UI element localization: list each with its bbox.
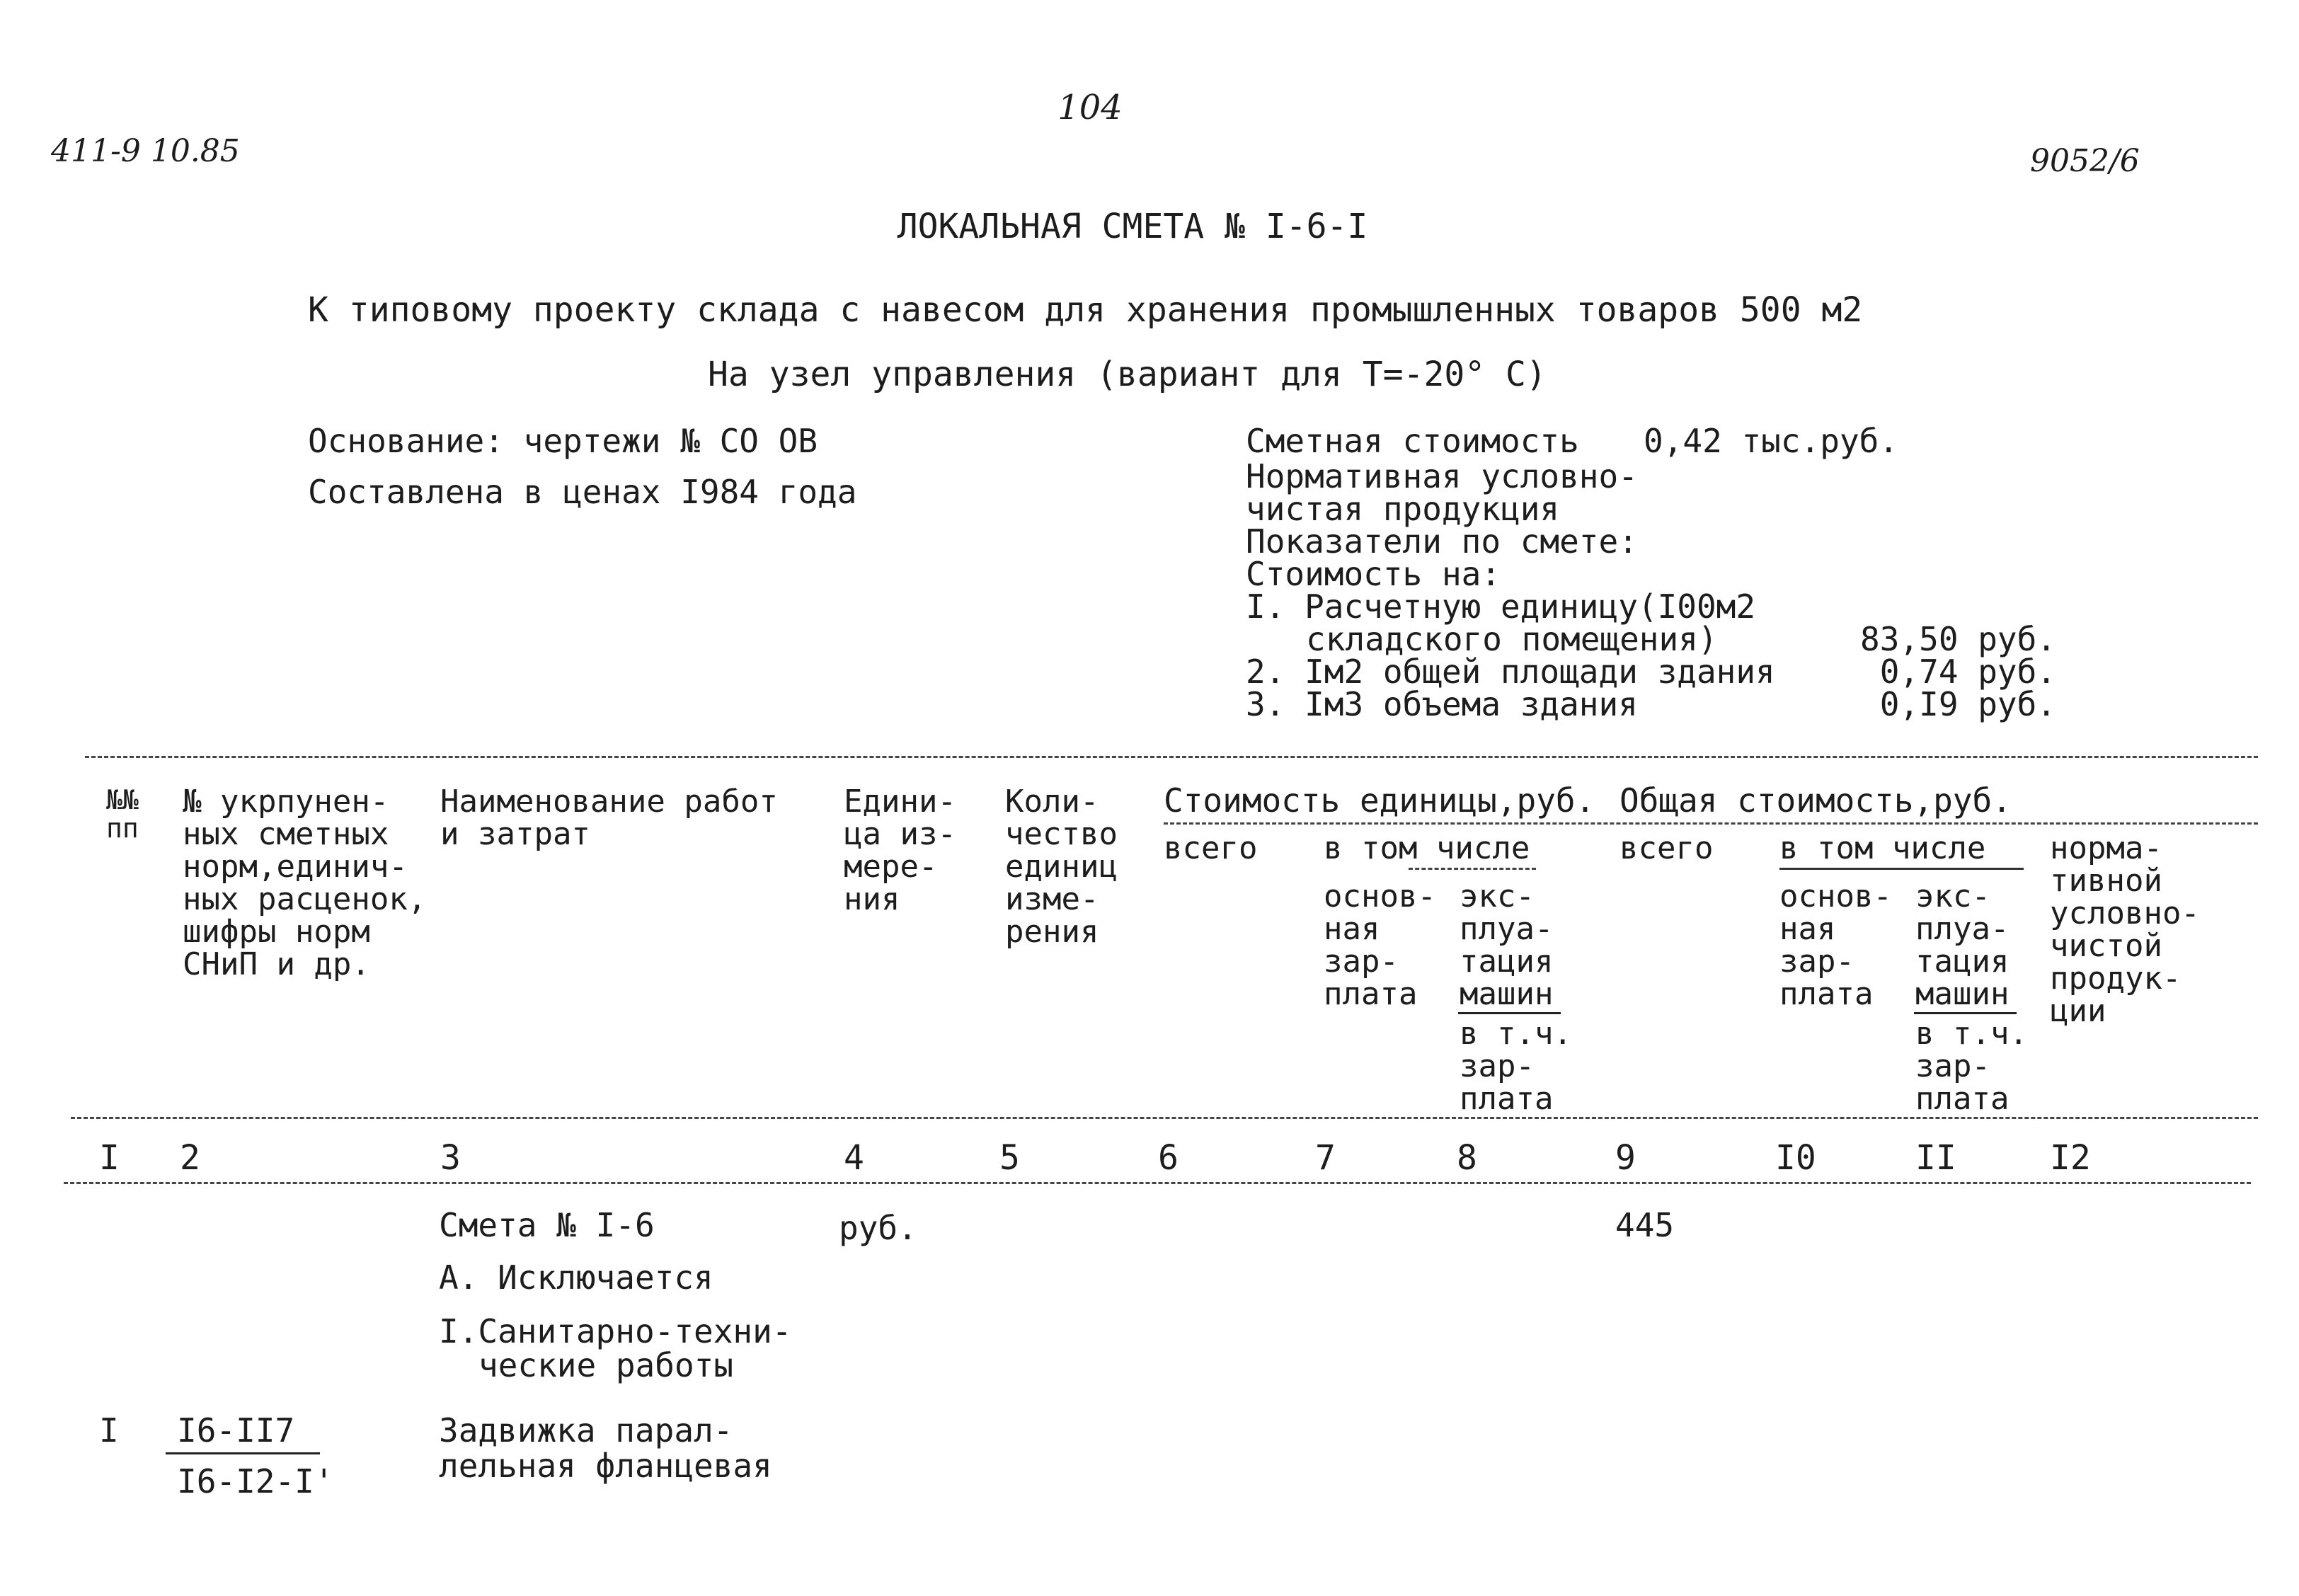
indicator-2-value: 0,74 руб. xyxy=(1879,653,2056,691)
column-number-3: 3 xyxy=(440,1138,461,1178)
header-unit-including-rule xyxy=(1409,868,1536,870)
basis-line: Основание: чертежи № СО ОВ xyxy=(308,422,818,460)
indicator-1-value: 83,50 руб. xyxy=(1860,620,2056,658)
header-work-name: Наименование работ и затрат xyxy=(440,783,778,852)
item-name-2: лельная фланцевая xyxy=(439,1447,772,1485)
section-sanitary: I.Санитарно-техни- xyxy=(439,1312,792,1350)
indicator-2-label: 2. Iм2 общей площади здания xyxy=(1246,653,1775,691)
header-unit-cost-group: Стоимость единицы,руб. xyxy=(1164,781,1595,820)
header-total-cost-group: Общая стоимость,руб. xyxy=(1619,781,2012,820)
item-row-number: I xyxy=(99,1411,119,1449)
header-group-rule xyxy=(1164,822,2258,825)
header-grand-including-rule xyxy=(1779,868,2024,870)
estimated-cost-label: Сметная стоимость xyxy=(1246,422,1579,460)
column-number-6: 6 xyxy=(1158,1138,1179,1178)
price-base-line: Составлена в ценах I984 года xyxy=(308,473,857,511)
header-unit-machines-wage: в т.ч. зар- плата xyxy=(1460,1016,1572,1117)
column-number-12: I2 xyxy=(2050,1138,2091,1178)
header-grand-machines-rule xyxy=(1914,1012,2017,1014)
header-grand-base-wage: основ- ная зар- плата xyxy=(1779,878,1892,1012)
column-number-11: II xyxy=(1915,1138,1956,1178)
indicators-label: Показатели по смете: xyxy=(1246,522,1638,561)
normative-product-label: Нормативная условно- xyxy=(1246,457,1638,495)
smeta-unit: руб. xyxy=(839,1209,917,1247)
header-grand-including: в том числе xyxy=(1779,830,1986,866)
column-numbers-rule xyxy=(64,1182,2251,1184)
header-grand-machines: экс- плуа- тация машин xyxy=(1915,878,2010,1012)
column-number-7: 7 xyxy=(1315,1138,1336,1178)
item-norm-code-fraction-line xyxy=(166,1452,320,1454)
header-unit-base-wage: основ- ная зар- плата xyxy=(1324,878,1436,1012)
smeta-name: Смета № I-6 xyxy=(439,1206,655,1244)
column-number-10: I0 xyxy=(1775,1138,1816,1178)
header-row-number: №№ пп xyxy=(106,784,139,844)
column-number-1: I xyxy=(99,1138,120,1178)
document-subtitle-variant: На узел управления (вариант для Т=-20° С) xyxy=(708,355,1547,394)
column-number-5: 5 xyxy=(999,1138,1020,1178)
document-code-left: 411-9 10.85 xyxy=(51,133,240,169)
column-number-8: 8 xyxy=(1457,1138,1477,1178)
table-top-rule xyxy=(85,756,2258,758)
header-grand-total: всего xyxy=(1619,830,1714,866)
document-code-right: 9052/6 xyxy=(2030,143,2140,179)
normative-product-label-2: чистая продукция xyxy=(1246,490,1560,528)
page-number: 104 xyxy=(1057,88,1123,127)
item-price-code: I6-I2-I' xyxy=(177,1462,334,1500)
document-subtitle: К типовому проекту склада с навесом для хранения промышленных товаров 500 м2 xyxy=(308,290,1863,330)
item-norm-code: I6-II7 xyxy=(177,1411,295,1449)
column-number-2: 2 xyxy=(180,1138,200,1178)
header-unit-including: в том числе xyxy=(1324,830,1530,866)
header-normative-product: норма- тивной условно- чистой продук- ции xyxy=(2050,830,2200,1029)
header-quantity: Коли- чество единиц изме- рения xyxy=(1005,783,1118,950)
header-bottom-rule xyxy=(71,1117,2258,1119)
column-number-4: 4 xyxy=(844,1138,864,1178)
cost-per-label: Стоимость на: xyxy=(1246,555,1501,593)
header-unit-machines-rule xyxy=(1458,1012,1561,1014)
header-unit: Едини- ца из- мере- ния xyxy=(844,783,956,917)
section-sanitary-2: ческие работы xyxy=(478,1346,734,1384)
indicator-3-label: 3. Iм3 объема здания xyxy=(1246,685,1638,723)
header-norm-code: № укрпунен- ных сметных норм,единич- ных расценок, шифры норм СНиП и др. xyxy=(183,783,427,982)
document-title: ЛОКАЛЬНАЯ СМЕТА № I-6-I xyxy=(897,207,1368,246)
indicator-1-label-2: складского помещения) xyxy=(1306,620,1718,658)
estimated-cost-value: 0,42 тыс.руб. xyxy=(1644,422,1899,460)
item-name: Задвижка парал- xyxy=(439,1411,733,1449)
indicator-3-value: 0,I9 руб. xyxy=(1879,685,2056,723)
section-excluded: А. Исключается xyxy=(439,1258,713,1297)
header-unit-machines: экс- плуа- тация машин xyxy=(1460,878,1554,1012)
column-number-9: 9 xyxy=(1615,1138,1636,1178)
indicator-1-label: I. Расчетную единицу(I00м2 xyxy=(1246,587,1756,626)
header-unit-total: всего xyxy=(1164,830,1258,866)
smeta-total: 445 xyxy=(1615,1206,1675,1244)
header-grand-machines-wage: в т.ч. зар- плата xyxy=(1915,1016,2028,1117)
